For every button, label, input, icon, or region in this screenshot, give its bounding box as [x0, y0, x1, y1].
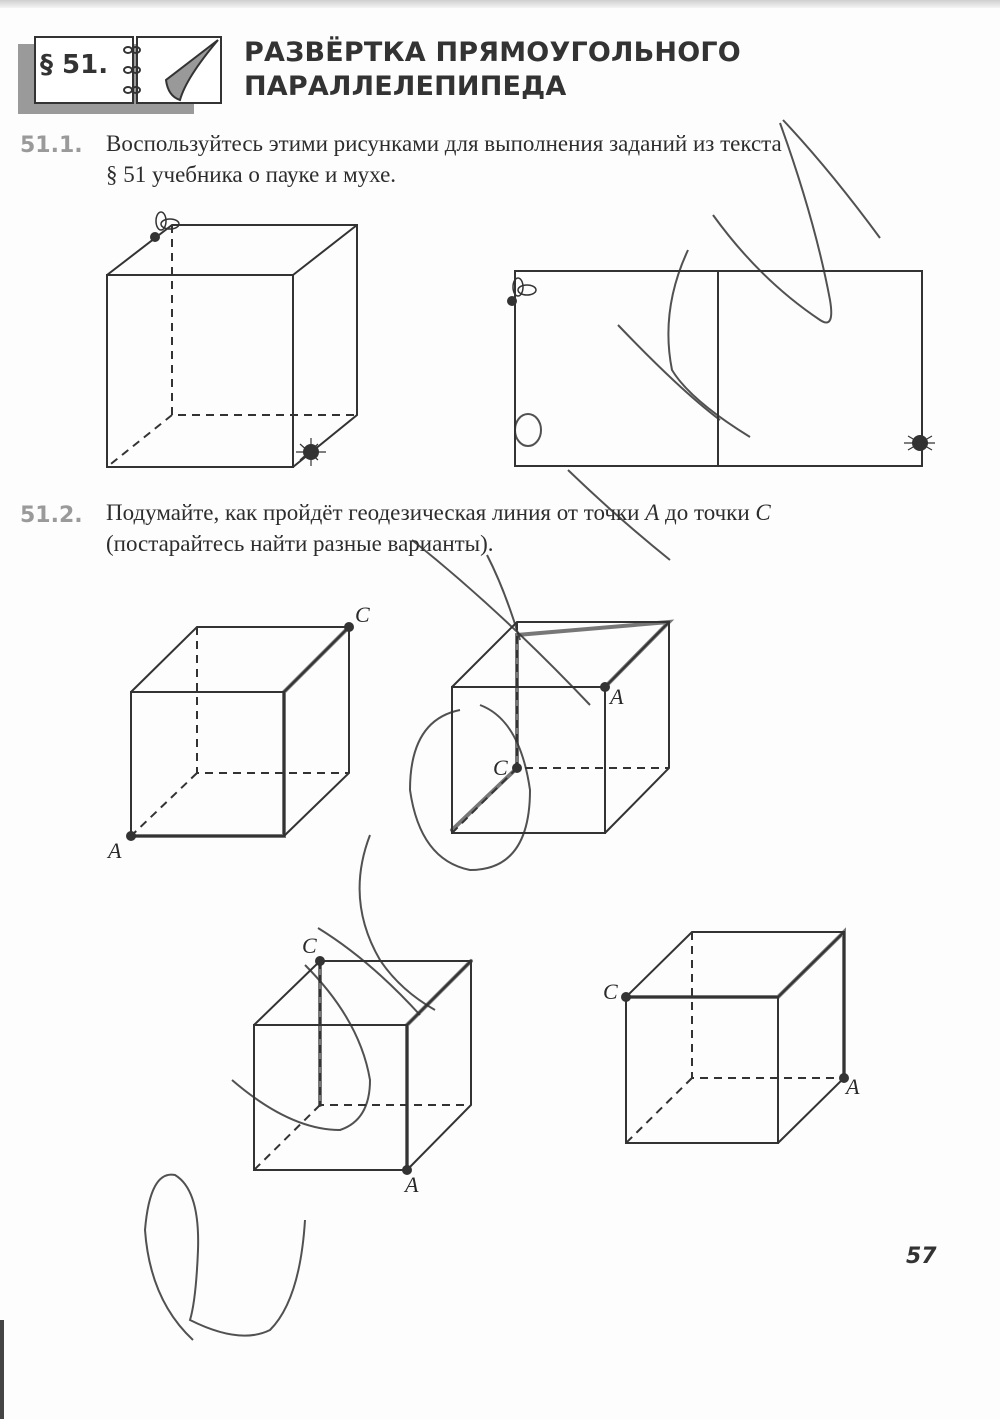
task-51-1-line-1: Воспользуйтесь этими рисунками для выполнения заданий из текста — [106, 131, 782, 156]
point-c-dot — [621, 992, 631, 1002]
task-51-2-line-2: (постарайтесь найти разные варианты). — [106, 531, 494, 556]
spider-icon — [904, 435, 935, 451]
label-c: C — [302, 933, 317, 958]
point-c-label: C — [755, 500, 771, 525]
section-number: § 51. — [40, 50, 109, 80]
point-a-dot — [600, 682, 610, 692]
fly-icon — [507, 278, 536, 306]
cube-geodesic-2 — [452, 622, 669, 833]
label-a: A — [405, 1172, 419, 1197]
label-a: A — [846, 1074, 860, 1099]
cube-spider-fly — [107, 212, 357, 467]
point-a-dot — [126, 831, 136, 841]
cube-geodesic-4 — [603, 932, 860, 1143]
point-a-label: A — [645, 500, 660, 525]
title-line-1: РАЗВЁРТКА ПРЯМОУГОЛЬНОГО — [244, 37, 741, 68]
point-c-dot — [512, 763, 522, 773]
label-c: C — [355, 602, 370, 627]
fly-icon — [150, 212, 179, 242]
net-spider-fly — [507, 271, 935, 466]
label-a: A — [108, 838, 122, 863]
task-number-51-1: 51.1. — [20, 133, 83, 158]
label-c: C — [493, 755, 508, 780]
cube-geodesic-3 — [254, 933, 471, 1197]
label-a: A — [610, 684, 624, 709]
title-line-2: ПАРАЛЛЕЛЕПИПЕДА — [244, 71, 567, 102]
task-number-51-2: 51.2. — [20, 503, 83, 528]
task-51-1-line-2: § 51 учебника о пауке и мухе. — [106, 162, 397, 187]
cube-geodesic-1 — [106, 602, 370, 863]
page-number: 57 — [906, 1244, 937, 1269]
label-c: C — [603, 979, 618, 1004]
point-c-dot — [344, 622, 354, 632]
text-fragment: до точки — [659, 500, 756, 525]
text-fragment: Подумайте, как пройдёт геодезическая линия от точки — [106, 500, 646, 525]
